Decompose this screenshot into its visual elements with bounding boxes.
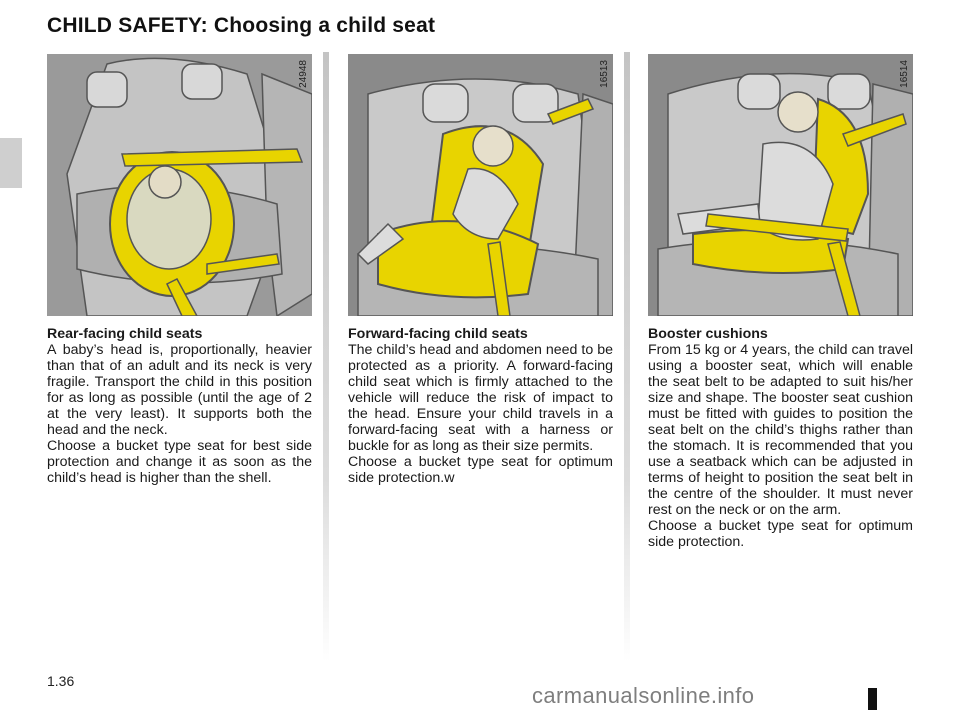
section-heading: Booster cushions — [648, 326, 768, 342]
chapter-tab — [0, 138, 22, 188]
page-title: CHILD SAFETY: Choosing a child seat — [47, 14, 436, 37]
column-divider-2 — [624, 52, 630, 662]
rear-facing-seat-illustration — [47, 54, 312, 316]
section-heading: Forward-facing child seats — [348, 326, 528, 342]
page-number: 1.36 — [47, 673, 75, 689]
body-paragraph: Choose a bucket type seat for optimum side protection.w — [348, 454, 613, 486]
body-paragraph: From 15 kg or 4 years, the child can travel using a booster seat, which will enable the seat belt to be adapted to suit his/her size and shape. The booster seat cushion must be fitted with guides to position the seat belt on the child’s thighs rather than the stomach. It is recommended that you use a seatback which can be adjusted in terms of height to position the seat belt in the centre of the shoulder. It must never rest on the neck or on the arm. — [648, 342, 913, 518]
corner-mark — [868, 688, 877, 710]
body-paragraph: Choose a bucket type seat for optimum side protection. — [648, 518, 913, 550]
section-heading: Rear-facing child seats — [47, 326, 203, 342]
column-rear-facing — [47, 54, 312, 486]
booster-cushion-illustration — [648, 54, 913, 316]
watermark: carmanualsonline.info — [532, 683, 755, 708]
column-forward-facing — [348, 54, 613, 486]
figure-number: 16514 — [899, 60, 910, 88]
body-paragraph: Choose a bucket type seat for best side protection and change it as soon as the child’s head is higher than the shell. — [47, 438, 312, 486]
forward-facing-seat-illustration — [348, 54, 613, 316]
figure-number: 16513 — [599, 60, 610, 88]
column-divider-1 — [323, 52, 329, 662]
column-booster-cushions — [648, 54, 913, 550]
body-paragraph: A baby’s head is, proportionally, heavier than that of an adult and its neck is very fragile. Transport the child in this position for as long as possible (until the age of 2 at the very least). It supports both the head and the neck. — [47, 342, 312, 438]
body-paragraph: The child’s head and abdomen need to be protected as a priority. A forward-facing child seat which is firmly attached to the vehicle will reduce the risk of impact to the head. Ensure your child travels in a forward-facing seat with a harness or buckle for as long as their size permits. — [348, 342, 613, 454]
figure-number: 24948 — [298, 60, 309, 88]
